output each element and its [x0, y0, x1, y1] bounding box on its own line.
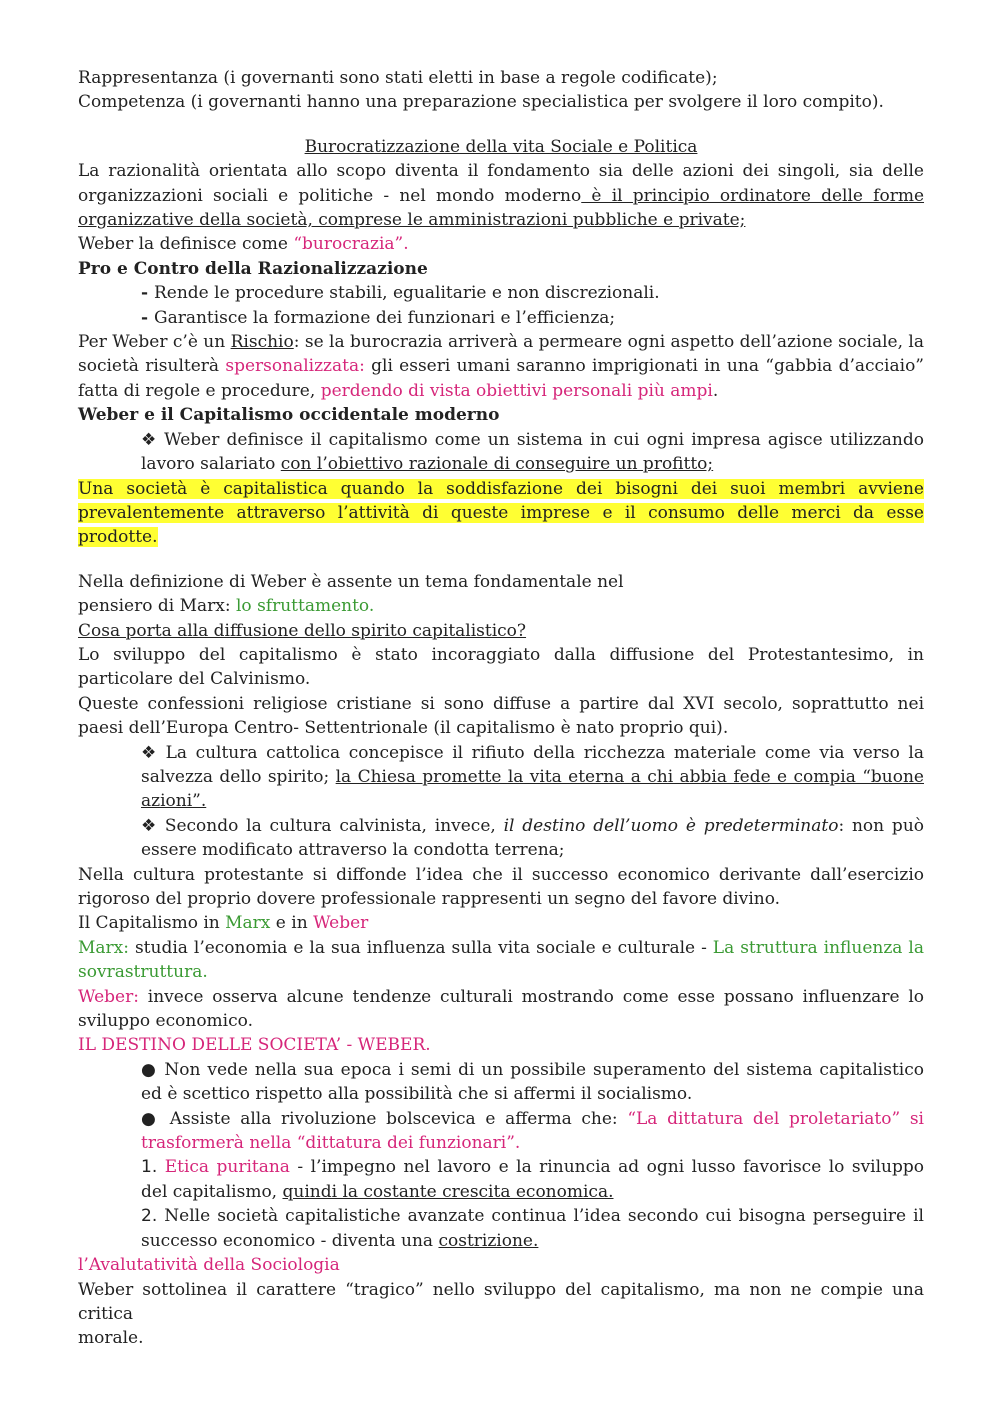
spacer [78, 550, 924, 570]
destino-item-1: ● Non vede nella sua epoca i semi di un possibile superamento del sistema capitalistico ed è scettico rispetto alla possibilità che si affermi il socialismo. [141, 1059, 924, 1105]
rischio-paragraph: Per Weber c’è un Rischio: se la burocrazia arriverà a permeare ogni aspetto dell’azione sociale, la società risulterà spersonalizzata: gli esseri umani saranno imprigionati in una “gabbia d’acciaio” fatta di regole e procedure, perdendo di vista obiettivi personali più ampi. [78, 332, 924, 401]
competenza-line: Competenza (i governanti hanno una preparazione specialistica per svolgere il loro compito). [78, 92, 884, 113]
dot-bullet-icon: ● [141, 1108, 161, 1129]
diamond-bullet-icon: ❖ [141, 429, 157, 450]
pro-item-1: - Rende le procedure stabili, egualitarie e non discrezionali. [141, 283, 660, 304]
diffusione-question: Cosa porta alla diffusione dello spirito capitalistico? [78, 620, 527, 641]
weber-paragraph: Weber: invece osserva alcune tendenze culturali mostrando come esse possano influenzare lo sviluppo economico. [78, 986, 924, 1032]
capitalismo-definition: ❖ Weber definisce il capitalismo come un sistema in cui ogni impresa agisce utilizzando lavoro salariato con l’obiettivo razionale di conseguire un profitto; [141, 429, 924, 475]
avalutativita-heading: l’Avalutatività della Sociologia [78, 1255, 340, 1276]
capitalismo-heading: Weber e il Capitalismo occidentale moderno [78, 405, 500, 426]
diamond-bullet-icon: ❖ [141, 742, 157, 763]
burocrazia-definition: Weber la definisce come “burocrazia”. [78, 234, 409, 255]
burocratizzazione-heading: Burocratizzazione della vita Sociale e Politica [304, 136, 698, 157]
destino-numbered-2: 2. Nelle società capitalistiche avanzate continua l’idea secondo cui bisogna perseguire il successo economico - diventa una costrizione. [141, 1206, 924, 1251]
destino-heading: IL DESTINO DELLE SOCIETA’ - WEBER. [78, 1035, 431, 1056]
avalutativita-paragraph: Weber sottolinea il carattere “tragico” nello sviluppo del capitalismo, ma non ne compie una critica [78, 1279, 924, 1324]
destino-item-2: ● Assiste alla rivoluzione bolscevica e afferma che: “La dittatura del proletariato” si trasformerà nella “dittatura dei funzionari”. [141, 1108, 924, 1154]
spacer [78, 115, 924, 135]
dot-bullet-icon: ● [141, 1059, 158, 1080]
confessioni-paragraph: Queste confessioni religiose cristiane si sono diffuse a partire dal XVI secolo, soprattutto nei paesi dell’Europa Centro- Settentrionale (il capitalismo è nato proprio qui). [78, 693, 924, 739]
marx-weber-title: Il Capitalismo in Marx e in Weber [78, 913, 369, 934]
protestantesimo-paragraph: Lo sviluppo del capitalismo è stato incoraggiato dalla diffusione del Protestantesimo, in particolare del Calvinismo. [78, 644, 924, 690]
razionalita-paragraph: La razionalità orientata allo scopo diventa il fondamento sia delle azioni dei singoli, sia delle organizzazioni sociali e politiche - nel mondo moderno è il principio ordinatore delle forme organizzative della società, comprese le amministrazioni pubbliche e private; [78, 161, 925, 231]
calvinista-item: ❖ Secondo la cultura calvinista, invece, il destino dell’uomo è predeterminato: non può essere modificato attraverso la condotta terrena; [141, 815, 924, 861]
marx-line-2: pensiero di Marx: lo sfruttamento. [78, 596, 375, 617]
diamond-bullet-icon: ❖ [141, 815, 157, 836]
pro-contro-heading: Pro e Contro della Razionalizzazione [78, 258, 428, 279]
rappresentanza-line: Rappresentanza (i governanti sono stati eletti in base a regole codificate); [78, 68, 718, 88]
marx-paragraph: Marx: studia l’economia e la sua influenza sulla vita sociale e culturale - La struttura influenza la sovrastruttura. [78, 937, 924, 983]
protestante-paragraph: Nella cultura protestante si diffonde l’idea che il successo economico derivante dall’esercizio rigoroso del proprio dovere professionale rappresenti un segno del favore divino. [78, 864, 924, 909]
cut-off-line: morale. [78, 1328, 144, 1349]
marx-line-1: Nella definizione di Weber è assente un tema fondamentale nel [78, 571, 624, 592]
cattolica-item: ❖ La cultura cattolica concepisce il rifiuto della ricchezza materiale come via verso la salvezza dello spirito; la Chiesa promette la vita eterna a chi abbia fede e compia “buone azioni”. [141, 742, 924, 812]
highlighted-paragraph: Una società è capitalistica quando la soddisfazione dei bisogni dei suoi membri avviene prevalentemente attraverso l’attività di queste imprese e il consumo delle merci da esse prodotte. [78, 478, 924, 548]
document-page [78, 66, 925, 1349]
pro-item-2: - Garantisce la formazione dei funzionari e l’efficienza; [141, 307, 616, 328]
destino-numbered-1: 1. Etica puritana - l’impegno nel lavoro e la rinuncia ad ogni lusso favorisce lo sviluppo del capitalismo, quindi la costante crescita economica. [141, 1157, 924, 1202]
